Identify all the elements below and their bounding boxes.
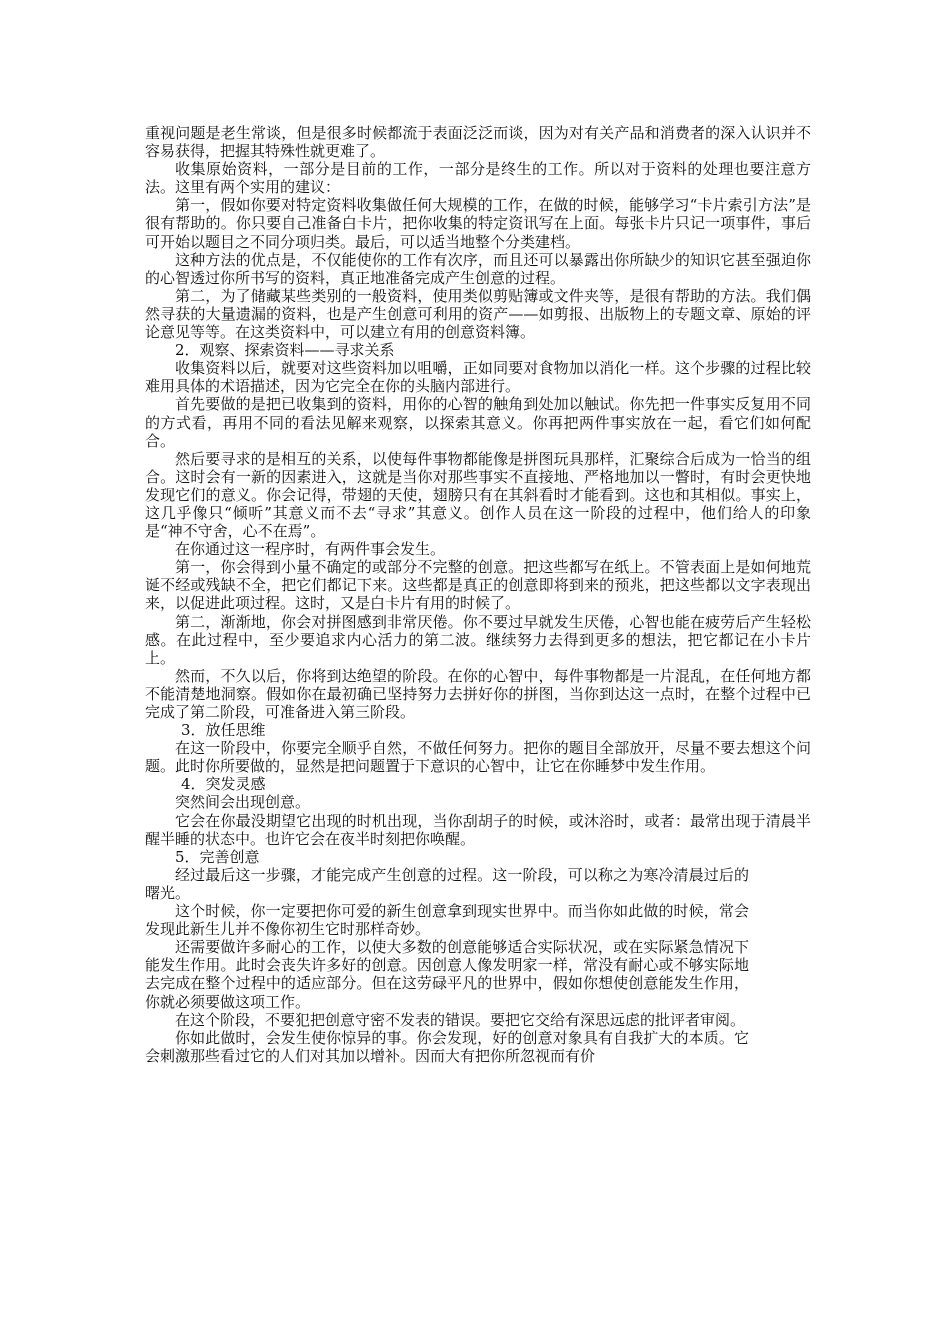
body-paragraph: 突然间会出现创意。: [175, 793, 311, 812]
document-body: [145, 124, 811, 1065]
body-paragraph: 它会在你最没期望它出现的时机出现，当你刮胡子的时候，或沐浴时，或者：最常出现于清晨半醒半睡的状态中。也许它会在夜半时刻把你唤醒。: [145, 811, 811, 848]
body-paragraph: 在这个阶段，不要犯把创意守密不发表的错误。要把它交给有深思远虑的批评者审阅。: [175, 1010, 746, 1029]
body-paragraph: 第二，为了储藏某些类别的一般资料，使用类似剪贴簿或文件夹等，是很有帮助的方法。我们偶然寻获的大量遗漏的资料，也是产生创意可利用的资产——如剪报、出版物上的专题文章、原始的评论意见等等。在这类资料中，可以建立有用的创意资料簿。: [145, 286, 811, 342]
body-paragraph: 然而，不久以后，你将到达绝望的阶段。在你的心智中，每件事物都是一片混乱，在任何地方都不能清楚地洞察。假如你在最初确已坚持努力去拼好你的拼图，当你到达这一点时，在整个过程中已完成了第二阶段，可准备进入第三阶段。: [145, 666, 811, 721]
section-heading: 2．观察、探索资料——寻求关系: [175, 341, 395, 360]
body-paragraph: 收集原始资料，一部分是目前的工作，一部分是终生的工作。所以对于资料的处理也要注意方法。这里有两个实用的建议：: [145, 160, 811, 197]
body-paragraph: 第二，渐渐地，你会对拼图感到非常厌倦。你不要过早就发生厌倦，心智也能在疲劳后产生轻松感。在此过程中，至少要追求内心活力的第二波。继续努力去得到更多的想法，把它都记在小卡片上。: [145, 612, 811, 667]
body-paragraph: 第一，你会得到小量不确定的或部分不完整的创意。把这些都写在纸上。不管表面上是如何地荒诞不经或残缺不全，把它们都记下来。这些都是真正的创意即将到来的预兆，把这些都以文字表现出来，以促进此项过程。这时，又是白卡片有用的时候了。: [145, 558, 811, 613]
body-paragraph: 经过最后这一步骤，才能完成产生创意的过程。这一阶段，可以称之为寒冷清晨过后的曙光。: [145, 865, 749, 902]
body-paragraph: 这个时候，你一定要把你可爱的新生创意拿到现实世界中。而当你如此做的时候，常会发现此新生儿并不像你初生它时那样奇妙。: [145, 902, 749, 939]
section-heading: 3．放任思维: [181, 721, 266, 740]
body-paragraph: 你如此做时，会发生使你惊异的事。你会发现，好的创意对象具有自我扩大的本质。它会刺激那些看过它的人们对其加以增补。因而大有把你所忽视而有价: [145, 1028, 749, 1065]
body-paragraph: 在你通过这一程序时，有两件事会发生。: [175, 540, 446, 559]
body-paragraph: 首先要做的是把已收集到的资料，用你的心智的触角到处加以触试。你先把一件事实反复用不同的方式看，再用不同的看法见解来观察，以探索其意义。你再把两件事实放在一起，看它们如何配合。: [145, 395, 811, 450]
section-heading: 5．完善创意: [175, 847, 260, 866]
body-paragraph: 还需要做许多耐心的工作，以使大多数的创意能够适合实际状况，或在实际紧急情况下能发生作用。此时会丧失许多好的创意。因创意人像发明家一样，常没有耐心或不够实际地去完成在整个过程中的适应部分。但在这劳碌平凡的世界中，假如你想使创意能发生作用，你就必须要做这项工作。: [145, 938, 749, 1011]
body-paragraph: 这种方法的优点是，不仅能使你的工作有次序，而且还可以暴露出你所缺少的知识它甚至强迫你的心智透过你所书写的资料，真正地准备完成产生创意的过程。: [145, 250, 811, 287]
section-heading: 4．突发灵感: [181, 775, 266, 794]
body-paragraph: 在这一阶段中，你要完全顺乎自然，不做任何努力。把你的题目全部放开，尽量不要去想这个问题。此时你所要做的，显然是把问题置于下意识的心智中，让它在你睡梦中发生作用。: [145, 739, 811, 776]
body-paragraph: 收集资料以后，就要对这些资料加以咀嚼，正如同要对食物加以消化一样。这个步骤的过程比较难用具体的术语描述，因为它完全在你的头脑内部进行。: [145, 359, 811, 396]
body-paragraph: 然后要寻求的是相互的关系，以使每件事物都能像是拼图玩具那样，汇聚综合后成为一恰当的组合。这时会有一新的因素进入，这就是当你对那些事实不直接地、严格地加以一瞥时，有时会更快地发现它们的意义。你会记得，带翅的天使，翅膀只有在其斜看时才能看到。这也和其相似。事实上，这几乎像只“倾听”其意义而不去“寻求”其意义。创作人员在这一阶段的过程中，他们给人的印象是“神不守舍，心不在焉”。: [145, 449, 811, 541]
body-paragraph: 第一，假如你要对特定资料收集做任何大规模的工作，在做的时候，能够学习“卡片索引方法”是很有帮助的。你只要自己准备白卡片，把你收集的特定资讯写在上面。每张卡片只记一项事件，事后可开始以题目之不同分项归类。最后，可以适当地整个分类建档。: [145, 196, 811, 251]
body-paragraph: 重视问题是老生常谈，但是很多时候都流于表面泛泛而谈，因为对有关产品和消费者的深入认识并不容易获得，把握其特殊性就更难了。: [145, 124, 811, 161]
